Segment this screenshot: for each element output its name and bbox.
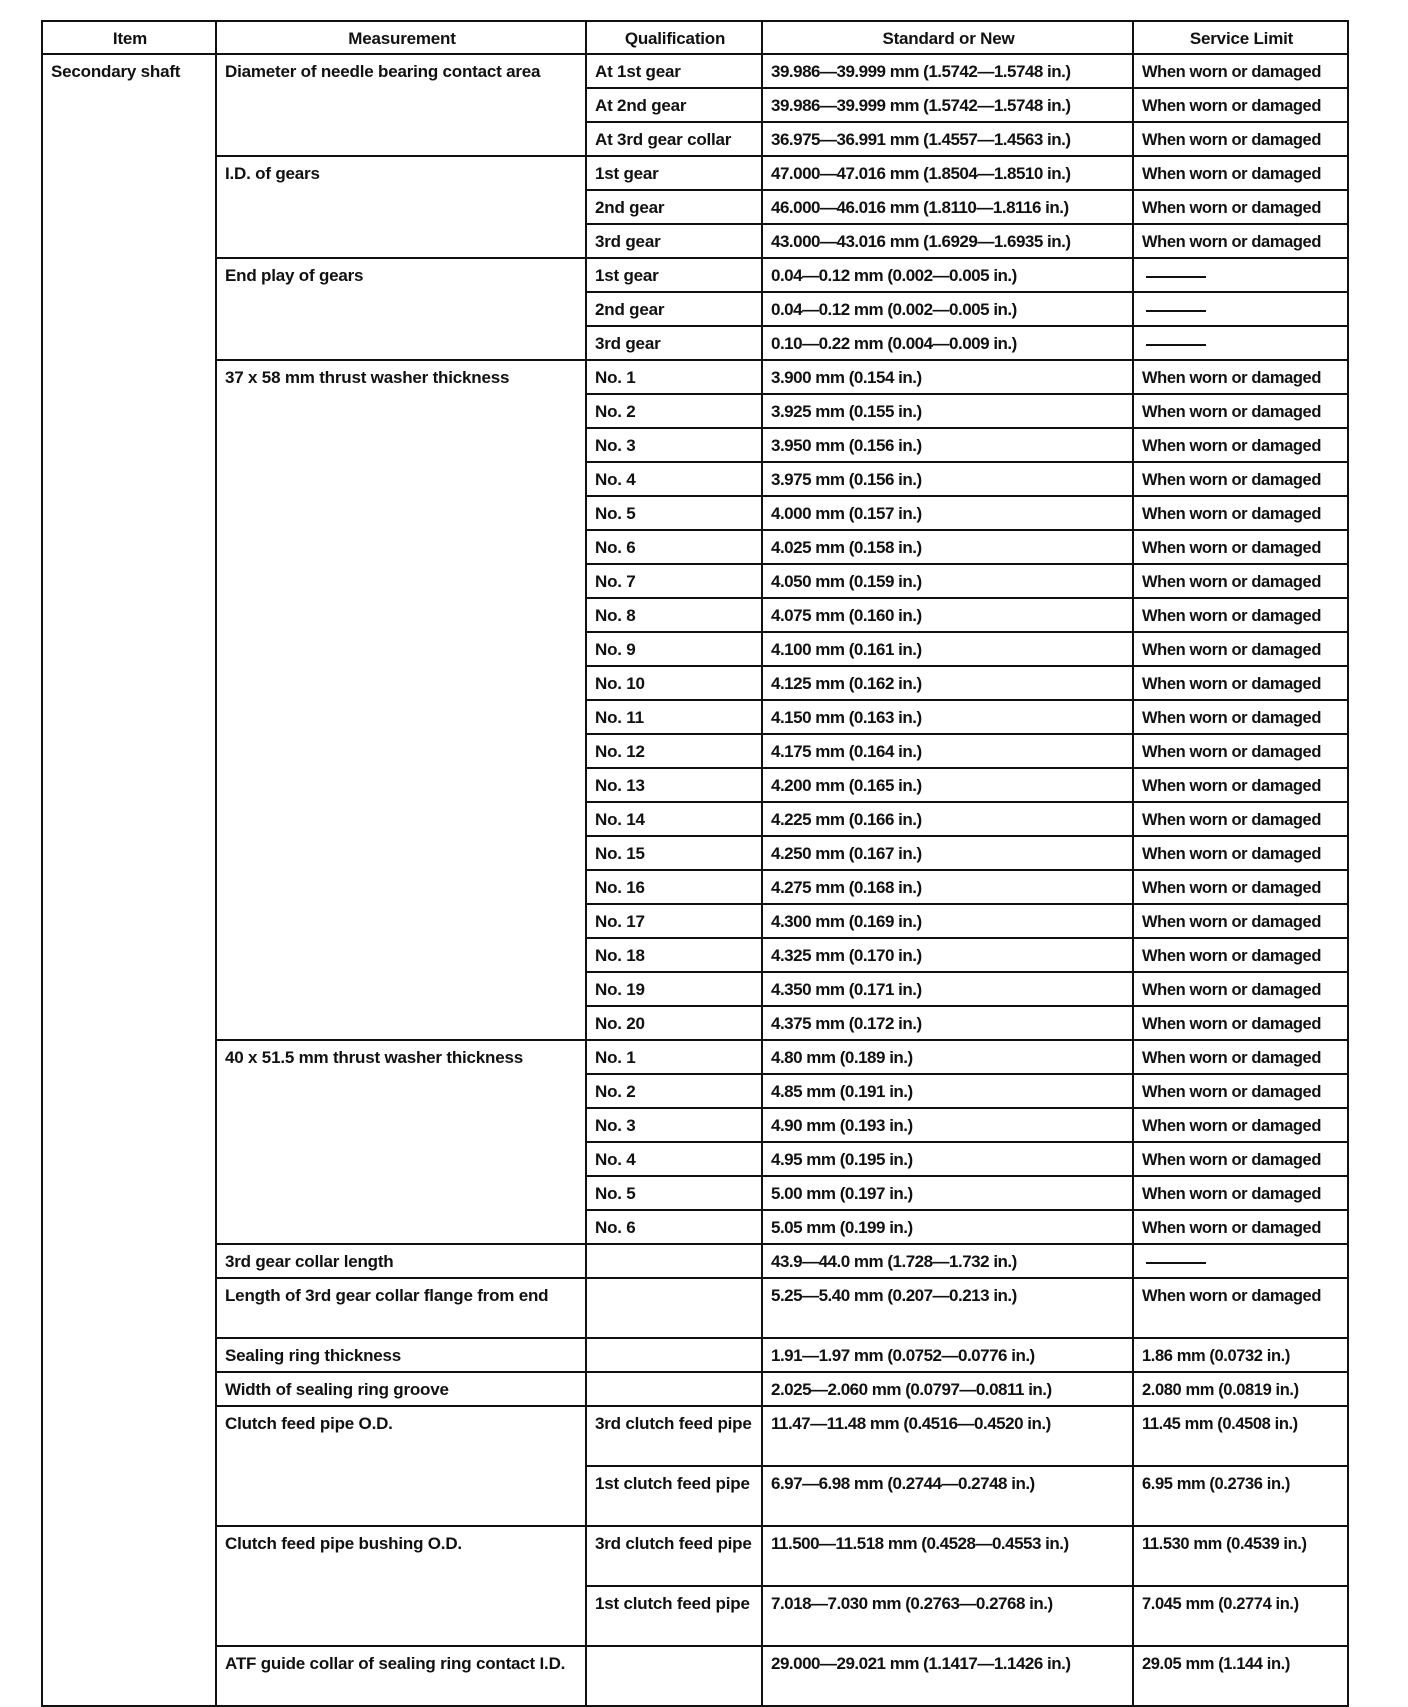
table-row [42,1040,1348,1074]
service-limit-cell: When worn or damaged [1133,1142,1348,1176]
spec-sheet [41,20,1347,1707]
standard-cell: 4.300 mm (0.169 in.) [762,904,1133,938]
standard-cell: 6.97—6.98 mm (0.2744—0.2748 in.) [762,1466,1133,1526]
service-limit-cell: When worn or damaged [1133,1040,1348,1074]
standard-cell: 4.275 mm (0.168 in.) [762,870,1133,904]
service-limit-cell: When worn or damaged [1133,530,1348,564]
no-limit-dash [1146,344,1206,346]
spec-body [42,54,1348,1706]
service-limit-cell: When worn or damaged [1133,870,1348,904]
service-limit-cell: When worn or damaged [1133,394,1348,428]
table-row [42,54,1348,88]
service-limit-cell: When worn or damaged [1133,802,1348,836]
table-row [42,1646,1348,1706]
qualification-cell [586,1646,762,1706]
service-limit-cell: When worn or damaged [1133,54,1348,88]
service-limit-cell: When worn or damaged [1133,1108,1348,1142]
standard-cell: 4.025 mm (0.158 in.) [762,530,1133,564]
standard-cell: 39.986—39.999 mm (1.5742—1.5748 in.) [762,88,1133,122]
service-limit-cell: When worn or damaged [1133,224,1348,258]
standard-cell: 2.025—2.060 mm (0.0797—0.0811 in.) [762,1372,1133,1406]
standard-cell: 4.000 mm (0.157 in.) [762,496,1133,530]
no-limit-dash [1146,276,1206,278]
qualification-cell: No. 13 [586,768,762,802]
standard-cell: 4.350 mm (0.171 in.) [762,972,1133,1006]
qualification-cell: No. 12 [586,734,762,768]
service-limit-cell: 1.86 mm (0.0732 in.) [1133,1338,1348,1372]
service-limit-cell: 7.045 mm (0.2774 in.) [1133,1586,1348,1646]
measurement-cell: Length of 3rd gear collar flange from end [216,1278,586,1338]
measurement-cell: 40 x 51.5 mm thrust washer thickness [216,1040,586,1244]
qualification-cell: 1st clutch feed pipe [586,1466,762,1526]
service-limit-cell: When worn or damaged [1133,564,1348,598]
service-limit-cell: When worn or damaged [1133,1210,1348,1244]
measurement-cell: Diameter of needle bearing contact area [216,54,586,156]
qualification-cell: No. 19 [586,972,762,1006]
measurement-cell: 3rd gear collar length [216,1244,586,1278]
header-row [42,21,1348,54]
standard-cell: 5.00 mm (0.197 in.) [762,1176,1133,1210]
qualification-cell: 2nd gear [586,292,762,326]
service-limit-cell: When worn or damaged [1133,462,1348,496]
qualification-cell: No. 11 [586,700,762,734]
service-limit-cell: 11.45 mm (0.4508 in.) [1133,1406,1348,1466]
qualification-cell: No. 10 [586,666,762,700]
qualification-cell: 3rd clutch feed pipe [586,1526,762,1586]
service-limit-cell: When worn or damaged [1133,1278,1348,1338]
service-limit-cell: When worn or damaged [1133,734,1348,768]
standard-cell: 4.100 mm (0.161 in.) [762,632,1133,666]
standard-cell: 4.375 mm (0.172 in.) [762,1006,1133,1040]
standard-cell: 29.000—29.021 mm (1.1417—1.1426 in.) [762,1646,1133,1706]
standard-cell: 36.975—36.991 mm (1.4557—1.4563 in.) [762,122,1133,156]
service-limit-cell: When worn or damaged [1133,768,1348,802]
measurement-cell: ATF guide collar of sealing ring contact I.D. [216,1646,586,1706]
qualification-cell: 1st gear [586,258,762,292]
measurement-cell: Sealing ring thickness [216,1338,586,1372]
table-row [42,360,1348,394]
service-limit-cell: When worn or damaged [1133,904,1348,938]
service-limit-cell: 6.95 mm (0.2736 in.) [1133,1466,1348,1526]
header-measurement: Measurement [216,21,586,54]
no-limit-dash [1146,310,1206,312]
service-limit-cell: When worn or damaged [1133,598,1348,632]
qualification-cell: No. 1 [586,1040,762,1074]
standard-cell: 43.000—43.016 mm (1.6929—1.6935 in.) [762,224,1133,258]
no-limit-dash [1146,1262,1206,1264]
header-qualification: Qualification [586,21,762,54]
service-limit-cell: 2.080 mm (0.0819 in.) [1133,1372,1348,1406]
service-limit-cell: When worn or damaged [1133,938,1348,972]
service-limit-cell: When worn or damaged [1133,1006,1348,1040]
measurement-cell: Width of sealing ring groove [216,1372,586,1406]
qualification-cell: No. 2 [586,1074,762,1108]
spec-table [41,20,1349,1707]
table-row [42,1372,1348,1406]
table-row [42,1278,1348,1338]
standard-cell: 0.10—0.22 mm (0.004—0.009 in.) [762,326,1133,360]
standard-cell: 4.150 mm (0.163 in.) [762,700,1133,734]
standard-cell: 4.175 mm (0.164 in.) [762,734,1133,768]
service-limit-cell: When worn or damaged [1133,156,1348,190]
qualification-cell: 2nd gear [586,190,762,224]
service-limit-cell: When worn or damaged [1133,190,1348,224]
standard-cell: 7.018—7.030 mm (0.2763—0.2768 in.) [762,1586,1133,1646]
table-row [42,1338,1348,1372]
standard-cell: 4.90 mm (0.193 in.) [762,1108,1133,1142]
qualification-cell: At 3rd gear collar [586,122,762,156]
service-limit-cell: When worn or damaged [1133,1074,1348,1108]
measurement-cell: End play of gears [216,258,586,360]
standard-cell: 1.91—1.97 mm (0.0752—0.0776 in.) [762,1338,1133,1372]
service-limit-cell: When worn or damaged [1133,666,1348,700]
service-limit-cell [1133,326,1348,360]
service-limit-cell: When worn or damaged [1133,632,1348,666]
qualification-cell: No. 5 [586,496,762,530]
qualification-cell: No. 4 [586,1142,762,1176]
service-limit-cell: 29.05 mm (1.144 in.) [1133,1646,1348,1706]
service-limit-cell: When worn or damaged [1133,360,1348,394]
qualification-cell: 1st gear [586,156,762,190]
standard-cell: 4.250 mm (0.167 in.) [762,836,1133,870]
qualification-cell: No. 6 [586,530,762,564]
standard-cell: 5.05 mm (0.199 in.) [762,1210,1133,1244]
service-limit-cell: When worn or damaged [1133,972,1348,1006]
standard-cell: 0.04—0.12 mm (0.002—0.005 in.) [762,292,1133,326]
measurement-cell: Clutch feed pipe O.D. [216,1406,586,1526]
measurement-cell: Clutch feed pipe bushing O.D. [216,1526,586,1646]
standard-cell: 4.95 mm (0.195 in.) [762,1142,1133,1176]
standard-cell: 4.125 mm (0.162 in.) [762,666,1133,700]
service-limit-cell: When worn or damaged [1133,1176,1348,1210]
standard-cell: 39.986—39.999 mm (1.5742—1.5748 in.) [762,54,1133,88]
qualification-cell: No. 2 [586,394,762,428]
service-limit-cell: When worn or damaged [1133,700,1348,734]
standard-cell: 5.25—5.40 mm (0.207—0.213 in.) [762,1278,1133,1338]
standard-cell: 4.075 mm (0.160 in.) [762,598,1133,632]
standard-cell: 3.975 mm (0.156 in.) [762,462,1133,496]
standard-cell: 4.80 mm (0.189 in.) [762,1040,1133,1074]
qualification-cell [586,1338,762,1372]
standard-cell: 43.9—44.0 mm (1.728—1.732 in.) [762,1244,1133,1278]
qualification-cell: No. 14 [586,802,762,836]
table-row [42,258,1348,292]
table-row [42,1406,1348,1466]
qualification-cell [586,1244,762,1278]
standard-cell: 4.050 mm (0.159 in.) [762,564,1133,598]
service-limit-cell: When worn or damaged [1133,88,1348,122]
qualification-cell [586,1278,762,1338]
service-limit-cell [1133,1244,1348,1278]
table-row [42,1526,1348,1586]
service-limit-cell [1133,292,1348,326]
qualification-cell: No. 7 [586,564,762,598]
standard-cell: 4.325 mm (0.170 in.) [762,938,1133,972]
standard-cell: 3.950 mm (0.156 in.) [762,428,1133,462]
qualification-cell: No. 15 [586,836,762,870]
qualification-cell: 3rd clutch feed pipe [586,1406,762,1466]
qualification-cell: 3rd gear [586,224,762,258]
qualification-cell: No. 20 [586,1006,762,1040]
qualification-cell: At 1st gear [586,54,762,88]
qualification-cell: 3rd gear [586,326,762,360]
qualification-cell: No. 8 [586,598,762,632]
qualification-cell: No. 5 [586,1176,762,1210]
qualification-cell [586,1372,762,1406]
qualification-cell: No. 4 [586,462,762,496]
header-standard: Standard or New [762,21,1133,54]
service-limit-cell: When worn or damaged [1133,496,1348,530]
standard-cell: 4.200 mm (0.165 in.) [762,768,1133,802]
qualification-cell: No. 1 [586,360,762,394]
qualification-cell: No. 3 [586,428,762,462]
standard-cell: 3.925 mm (0.155 in.) [762,394,1133,428]
service-limit-cell: When worn or damaged [1133,122,1348,156]
qualification-cell: No. 17 [586,904,762,938]
standard-cell: 0.04—0.12 mm (0.002—0.005 in.) [762,258,1133,292]
standard-cell: 47.000—47.016 mm (1.8504—1.8510 in.) [762,156,1133,190]
service-limit-cell: When worn or damaged [1133,836,1348,870]
standard-cell: 11.47—11.48 mm (0.4516—0.4520 in.) [762,1406,1133,1466]
qualification-cell: No. 3 [586,1108,762,1142]
header-service-limit: Service Limit [1133,21,1348,54]
table-row [42,1244,1348,1278]
measurement-cell: 37 x 58 mm thrust washer thickness [216,360,586,1040]
qualification-cell: No. 6 [586,1210,762,1244]
service-limit-cell: 11.530 mm (0.4539 in.) [1133,1526,1348,1586]
table-row [42,156,1348,190]
service-limit-cell: When worn or damaged [1133,428,1348,462]
qualification-cell: No. 9 [586,632,762,666]
standard-cell: 46.000—46.016 mm (1.8110—1.8116 in.) [762,190,1133,224]
standard-cell: 4.225 mm (0.166 in.) [762,802,1133,836]
measurement-cell: I.D. of gears [216,156,586,258]
qualification-cell: 1st clutch feed pipe [586,1586,762,1646]
qualification-cell: At 2nd gear [586,88,762,122]
standard-cell: 11.500—11.518 mm (0.4528—0.4553 in.) [762,1526,1133,1586]
header-item: Item [42,21,216,54]
qualification-cell: No. 18 [586,938,762,972]
item-cell: Secondary shaft [42,54,216,1706]
qualification-cell: No. 16 [586,870,762,904]
standard-cell: 4.85 mm (0.191 in.) [762,1074,1133,1108]
service-limit-cell [1133,258,1348,292]
standard-cell: 3.900 mm (0.154 in.) [762,360,1133,394]
